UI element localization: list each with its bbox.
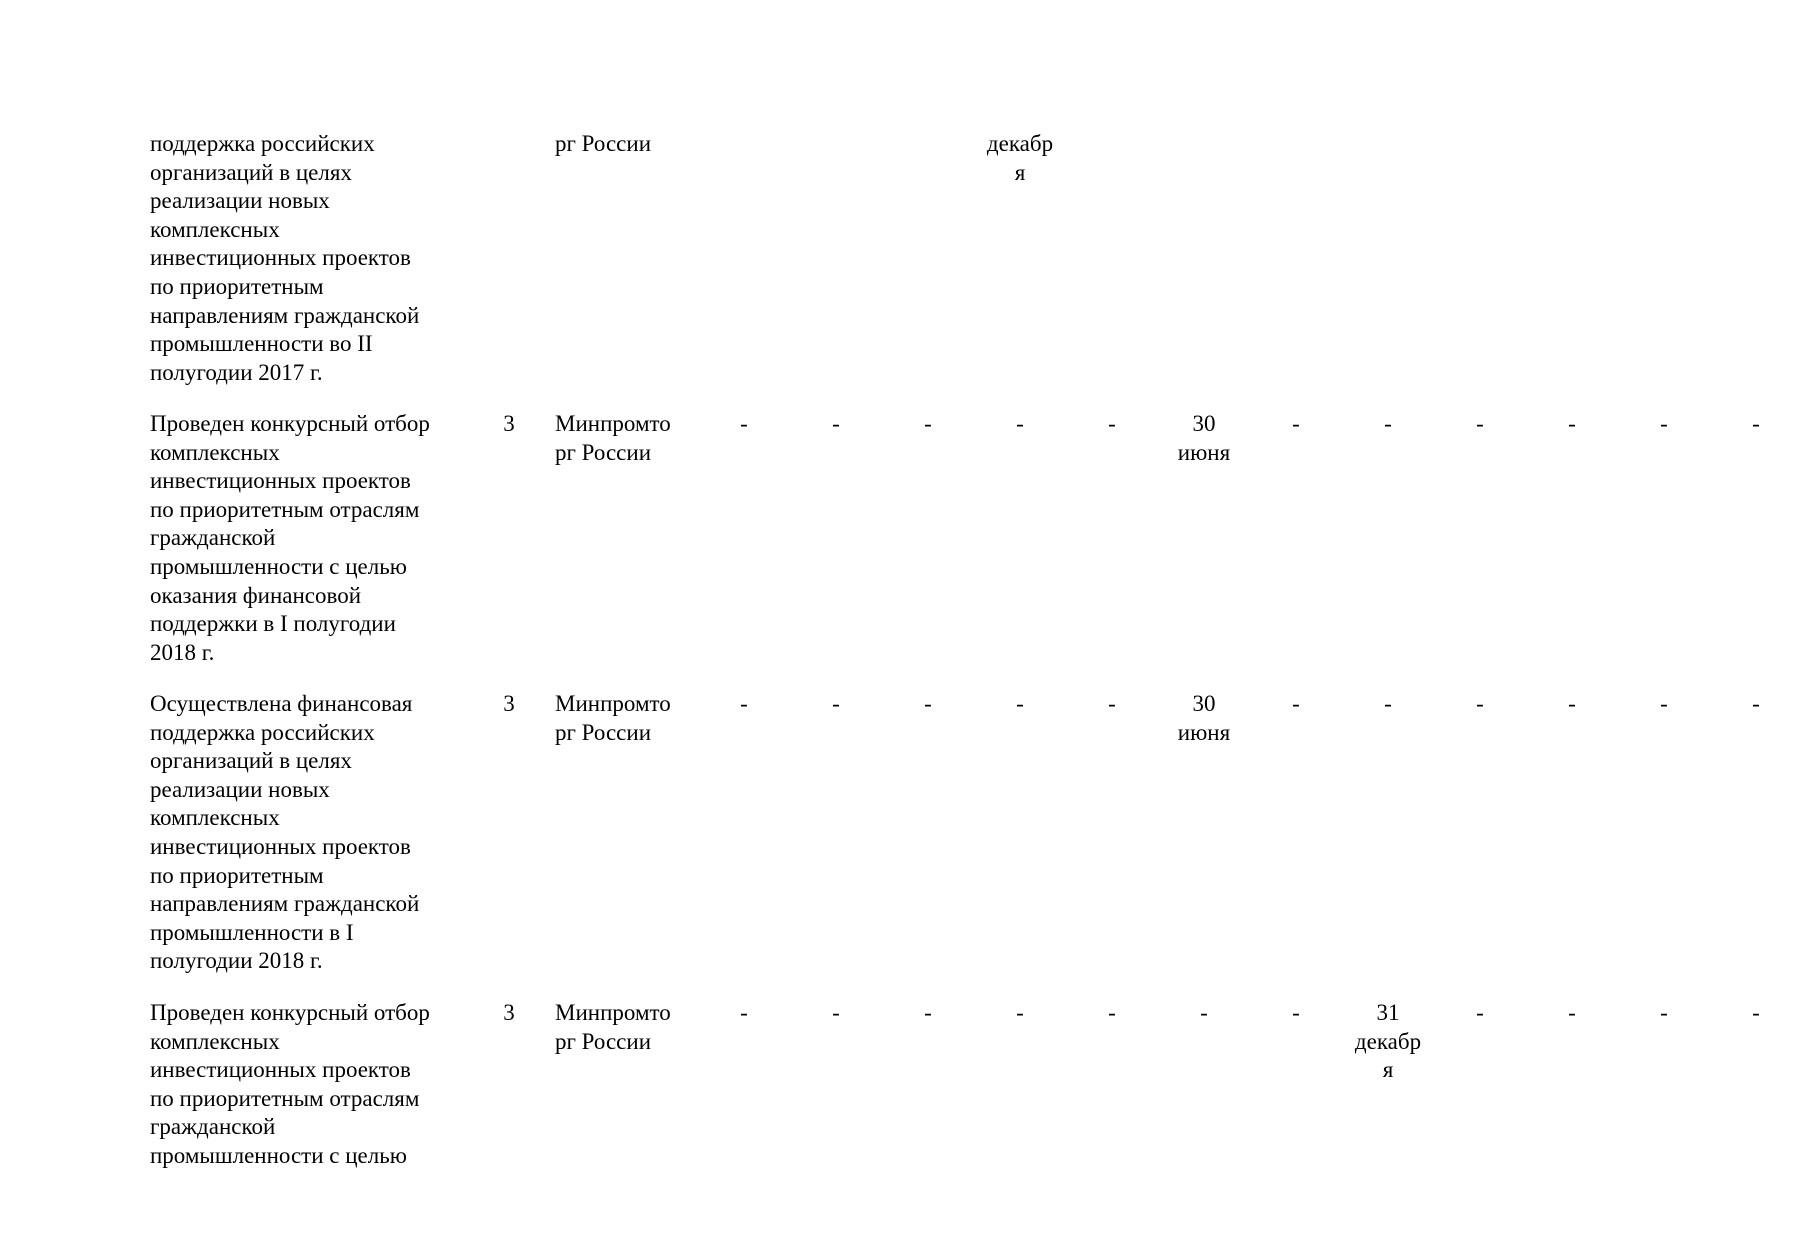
row-period-cell: - [1568,1000,1576,1025]
row-period-cell: 30 июня [1177,411,1231,465]
row-period-cell: - [1292,411,1300,436]
row-number: 3 [503,691,515,716]
row-responsible: рг России [555,131,652,156]
row-period-cell: - [832,1000,840,1025]
row-period-cell: - [740,691,748,716]
row-period-cell: - [1384,411,1392,436]
row-period-cell: - [924,1000,932,1025]
row-responsible: Минпромто рг России [555,1000,671,1054]
row-period-cell: - [924,691,932,716]
row-period-cell: - [1476,411,1484,436]
row-period-cell: - [1108,411,1116,436]
row-period-cell: - [832,411,840,436]
row-period-cell: - [740,1000,748,1025]
row-period-cell: - [1568,411,1576,436]
row-period-cell: - [1752,411,1760,436]
row-period-cell: - [1384,691,1392,716]
row-period-cell: - [1476,1000,1484,1025]
row-period-cell: - [1660,1000,1668,1025]
row-description: поддержка российских организаций в целях реализации новых комплексных инвестиционных проектов по приоритетным направлениям гражданской промышленности во II полугодии 2017 г. [150,131,420,385]
row-period-cell: - [1660,411,1668,436]
row-period-cell: - [1016,411,1024,436]
row-number: 3 [503,1000,515,1025]
row-period-cell: - [740,411,748,436]
row-period-cell: декабр я [986,131,1054,185]
row-period-cell: - [924,411,932,436]
row-period-cell: - [1108,1000,1116,1025]
row-description: Проведен конкурсный отбор комплексных инвестиционных проектов по приоритетным отраслям гражданской промышленности с целью оказания финансовой поддержки в I полугодии 2018 г. [150,411,430,665]
row-period-cell: - [1016,1000,1024,1025]
row-period-cell: - [1292,691,1300,716]
row-period-cell: - [1292,1000,1300,1025]
row-description: Осуществлена финансовая поддержка российских организаций в целях реализации новых комплексных инвестиционных проектов по приоритетным направлениям гражданской промышленности в I полугодии 2018 г. [150,691,420,974]
row-period-cell: - [1108,691,1116,716]
row-responsible: Минпромто рг России [555,411,671,465]
row-period-cell: - [1660,691,1668,716]
row-period-cell: 31 декабр я [1354,1000,1422,1083]
row-number: 3 [503,411,515,436]
row-responsible: Минпромто рг России [555,691,671,745]
row-period-cell: - [1016,691,1024,716]
row-period-cell: - [1752,1000,1760,1025]
row-period-cell: - [1476,691,1484,716]
row-description: Проведен конкурсный отбор комплексных инвестиционных проектов по приоритетным отраслям гражданской промышленности с целью [150,1000,430,1168]
row-period-cell: - [832,691,840,716]
row-period-cell: - [1568,691,1576,716]
row-period-cell: - [1752,691,1760,716]
row-period-cell: 30 июня [1177,691,1231,745]
row-period-cell: - [1200,1000,1208,1025]
